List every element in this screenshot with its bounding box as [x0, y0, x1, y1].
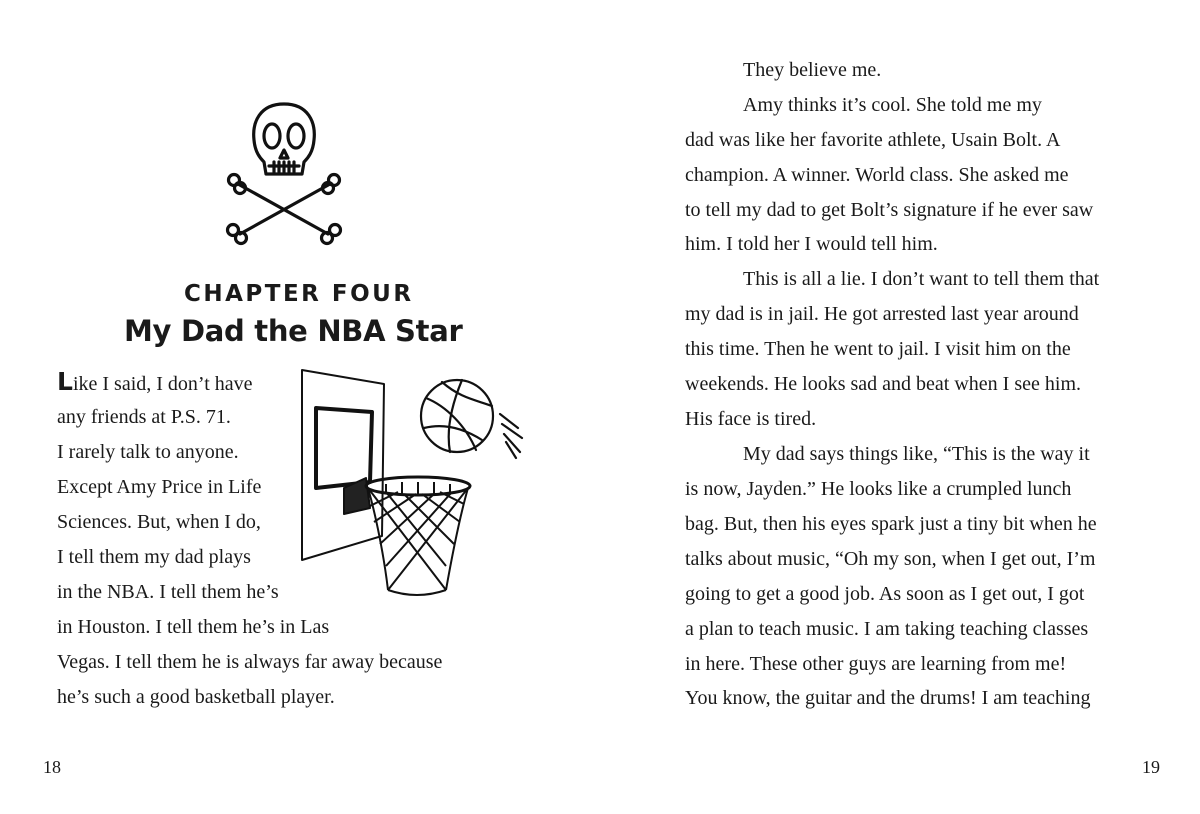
text-line: Except Amy Price in Life [57, 476, 262, 498]
text-line: is now, Jayden.” He looks like a crumpled lunch [685, 478, 1072, 500]
text-line: This is all a lie. I don’t want to tell them that [743, 268, 1100, 290]
chapter-title: My Dad the NBA Star [124, 314, 463, 348]
text-line: my dad is in jail. He got arrested last year around [685, 303, 1079, 325]
drop-cap: L [57, 367, 73, 396]
text-line: any friends at P.S. 71. [57, 406, 231, 428]
text-line: in here. These other guys are learning from me! [685, 653, 1067, 675]
text-line: Amy thinks it’s cool. She told me my [743, 94, 1042, 116]
text-line: bag. But, then his eyes spark just a tiny bit when he [685, 513, 1097, 535]
text-line: he’s such a good basketball player. [57, 686, 335, 708]
page-number-right: 19 [1142, 757, 1160, 777]
right-page [600, 0, 1200, 814]
text-line: to tell my dad to get Bolt’s signature if he ever saw [685, 199, 1094, 221]
text-line: You know, the guitar and the drums! I am teaching [685, 687, 1091, 709]
text-line: in the NBA. I tell them he’s [57, 581, 279, 603]
text-line: a plan to teach music. I am taking teaching classes [685, 618, 1089, 640]
text-line: His face is tired. [685, 408, 817, 430]
text-line: going to get a good job. As soon as I get out, I got [685, 583, 1085, 605]
text-line: They believe me. [743, 59, 882, 81]
chapter-kicker: CHAPTER FOUR [184, 281, 414, 307]
text-line: Sciences. But, when I do, [57, 511, 261, 533]
skull-crossbones-icon [224, 100, 348, 246]
text-line: champion. A winner. World class. She asked me [685, 164, 1069, 186]
text-line: I tell them my dad plays [57, 546, 251, 568]
text-line: dad was like her favorite athlete, Usain Bolt. A [685, 129, 1061, 151]
text-line: this time. Then he went to jail. I visit him on the [685, 338, 1071, 360]
text-line: in Houston. I tell them he’s in Las [57, 616, 330, 638]
text-line: him. I told her I would tell him. [685, 233, 938, 255]
text-line: Vegas. I tell them he is always far away because [57, 651, 443, 673]
text-line: My dad says things like, “This is the way it [743, 443, 1090, 465]
text-line: weekends. He looks sad and beat when I see him. [685, 373, 1081, 395]
basketball-icon [416, 376, 532, 468]
text-line [57, 367, 253, 396]
page-number-left: 18 [43, 757, 61, 777]
text-line: I rarely talk to anyone. [57, 441, 239, 463]
first-line-rest: ike I said, I don’t have [72, 373, 253, 395]
text-line: talks about music, “Oh my son, when I get out, I’m [685, 548, 1096, 570]
